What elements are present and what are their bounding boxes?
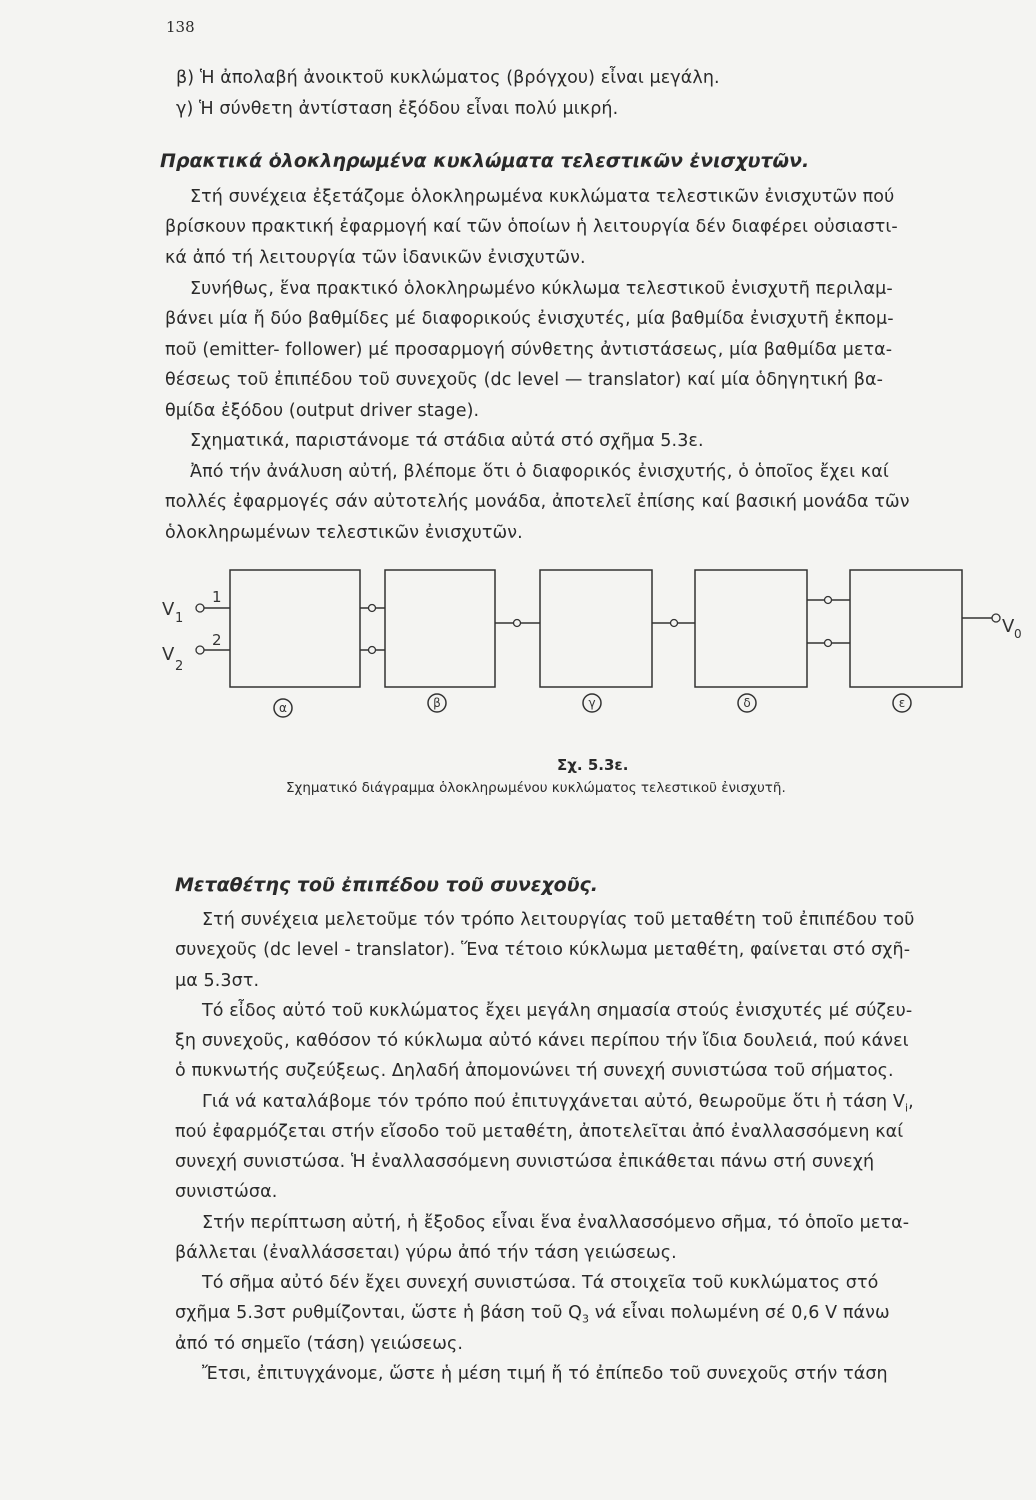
output-subscript: 0 bbox=[1014, 627, 1022, 641]
stage-label-beta: β bbox=[433, 696, 441, 710]
paragraph-line: Τό εἶδος αὐτό τοῦ κυκλώματος ἔχει μεγάλη σημασία στούς ἐνισχυτές μέ σύζευ- bbox=[202, 1001, 913, 1021]
q-subscript: 3 bbox=[581, 1312, 590, 1326]
stage-label-delta: δ bbox=[743, 696, 751, 710]
intro-item-beta: β) Ἡ ἀπολαβή ἀνοικτοῦ κυκλώματος (βρόγχου) εἶναι μεγάλη. bbox=[176, 68, 720, 88]
paragraph-line: πολλές ἐφαρμογές σάν αὐτοτελής μονάδα, ἀποτελεῖ ἐπίσης καί βασική μονάδα τῶν bbox=[165, 492, 910, 512]
input1-label: V bbox=[162, 599, 175, 620]
input1-subscript: 1 bbox=[175, 611, 184, 626]
intro-item-gamma: γ) Ἡ σύνθετη ἀντίσταση ἐξόδου εἶναι πολύ μικρή. bbox=[176, 99, 619, 119]
paragraph-line: θέσεως τοῦ ἐπιπέδου τοῦ συνεχοῦς (dc level — translator) καί μία ὁδηγητική βα- bbox=[165, 370, 884, 390]
paragraph-line: μα 5.3στ. bbox=[175, 971, 260, 991]
paragraph-line: συνεχοῦς (dc level - translator). Ἕνα τέτοιο κύκλωμα μεταθέτη, φαίνεται στό σχῆ- bbox=[175, 940, 911, 960]
vi-subscript: i bbox=[904, 1101, 909, 1115]
block-diagram bbox=[150, 560, 1030, 740]
stage-box-delta bbox=[695, 570, 807, 687]
figure-caption-title: Σχ. 5.3ε. bbox=[557, 756, 629, 774]
paragraph-line-text: Γιά νά καταλάβομε τόν τρόπο πού ἐπιτυγχάνεται αὐτό, θεωροῦμε ὅτι ἡ τάση V bbox=[202, 1092, 905, 1112]
stage-box-epsilon bbox=[850, 570, 962, 687]
stage-label-alpha: α bbox=[279, 701, 287, 715]
paragraph-line: Στή συνέχεια μελετοῦμε τόν τρόπο λειτουργίας τοῦ μεταθέτη τοῦ ἐπιπέδου τοῦ bbox=[202, 910, 915, 930]
vi-tail: , bbox=[908, 1092, 914, 1112]
paragraph-line: βρίσκουν πρακτική ἐφαρμογή καί τῶν ὁποίων ἡ λειτουργία δέν διαφέρει οὐσιαστι- bbox=[165, 217, 898, 237]
paragraph-line: βάνει μία ἤ δύο βαθμίδες μέ διαφορικούς ἐνισχυτές, μία βαθμίδα ἐνισχυτῆ ἐκπομ- bbox=[165, 309, 894, 329]
paragraph-line: πού ἐφαρμόζεται στήν εἴσοδο τοῦ μεταθέτη, ἀποτελεῖται ἀπό ἐναλλασσόμενη καί bbox=[175, 1122, 904, 1142]
pin2-label: 2 bbox=[212, 631, 222, 649]
paragraph-line: ξη συνεχοῦς, καθόσον τό κύκλωμα αὐτό κάνει περίπου τήν ἴδια δουλειά, πού κάνει bbox=[175, 1031, 909, 1051]
stage-box-beta bbox=[385, 570, 495, 687]
paragraph-line: Στήν περίπτωση αὐτή, ἡ ἔξοδος εἶναι ἕνα ἐναλλασσόμενο σῆμα, τό ὁποῖο μετα- bbox=[202, 1213, 910, 1233]
output-label: V bbox=[1002, 616, 1015, 637]
paragraph-line: ὁλοκληρωμένων τελεστικῶν ἐνισχυτῶν. bbox=[165, 523, 523, 543]
page-number: 138 bbox=[166, 18, 195, 36]
paragraph-line: Συνήθως, ἕνα πρακτικό ὁλοκληρωμένο κύκλωμα τελεστικοῦ ἐνισχυτῆ περιλαμ- bbox=[190, 279, 893, 299]
paragraph-line: συνιστώσα. bbox=[175, 1182, 278, 1202]
paragraph-line bbox=[175, 1303, 890, 1326]
paragraph-line: ὁ πυκνωτής συζεύξεως. Δηλαδή ἀπομονώνει τή συνεχή συνιστώσα τοῦ σήματος. bbox=[175, 1061, 894, 1081]
paragraph-line: Ἀπό τήν ἀνάλυση αὐτή, βλέπομε ὅτι ὁ διαφορικός ἐνισχυτής, ὁ ὁποῖος ἔχει καί bbox=[190, 462, 889, 482]
section-heading-practical-ics: Πρακτικά ὁλοκληρωμένα κυκλώματα τελεστικῶν ἐνισχυτῶν. bbox=[160, 150, 810, 172]
paragraph-line: Τό σῆμα αὐτό δέν ἔχει συνεχή συνιστώσα. Τά στοιχεῖα τοῦ κυκλώματος στό bbox=[202, 1273, 879, 1293]
stage-box-gamma bbox=[540, 570, 652, 687]
paragraph-line: Ἔτσι, ἐπιτυγχάνομε, ὥστε ἡ μέση τιμή ἤ τό ἐπίπεδο τοῦ συνεχοῦς στήν τάση bbox=[202, 1364, 888, 1384]
paragraph-line bbox=[202, 1092, 914, 1115]
stage-label-gamma: γ bbox=[588, 696, 596, 710]
paragraph-line: ἀπό τό σημεῖο (τάση) γειώσεως. bbox=[175, 1334, 464, 1354]
paragraph-line: συνεχή συνιστώσα. Ἡ ἐναλλασσόμενη συνιστώσα ἐπικάθεται πάνω στή συνεχή bbox=[175, 1152, 875, 1172]
paragraph-line: θμίδα ἐξόδου (output driver stage). bbox=[165, 401, 480, 421]
section-heading-level-translator: Μεταθέτης τοῦ ἐπιπέδου τοῦ συνεχοῦς. bbox=[175, 874, 599, 896]
paragraph-line: κά ἀπό τή λειτουργία τῶν ἰδανικῶν ἐνισχυτῶν. bbox=[165, 248, 586, 268]
stage-label-epsilon: ε bbox=[898, 696, 906, 710]
paragraph-line: Στή συνέχεια ἐξετάζομε ὁλοκληρωμένα κυκλώματα τελεστικῶν ἐνισχυτῶν πού bbox=[190, 187, 895, 207]
pin1-label: 1 bbox=[212, 588, 222, 606]
figure-caption-text: Σχηματικό διάγραμμα ὁλοκληρωμένου κυκλώματος τελεστικοῦ ἐνισχυτῆ. bbox=[286, 780, 786, 796]
input2-subscript: 2 bbox=[175, 659, 184, 674]
q-tail: νά εἶναι πολωμένη σέ 0,6 V πάνω bbox=[589, 1303, 890, 1323]
paragraph-line-text: σχῆμα 5.3στ ρυθμίζονται, ὥστε ἡ βάση τοῦ Q bbox=[175, 1303, 582, 1323]
paragraph-line: ποῦ (emitter- follower) μέ προσαρμογή σύνθετης ἀντιστάσεως, μία βαθμίδα μετα- bbox=[165, 340, 893, 360]
stage-box-alpha bbox=[230, 570, 360, 687]
paragraph-line: βάλλεται (ἐναλλάσσεται) γύρω ἀπό τήν τάση γειώσεως. bbox=[175, 1243, 677, 1263]
paragraph-line: Σχηματικά, παριστάνομε τά στάδια αὐτά στό σχῆμα 5.3ε. bbox=[190, 431, 704, 451]
input2-label: V bbox=[162, 644, 175, 665]
